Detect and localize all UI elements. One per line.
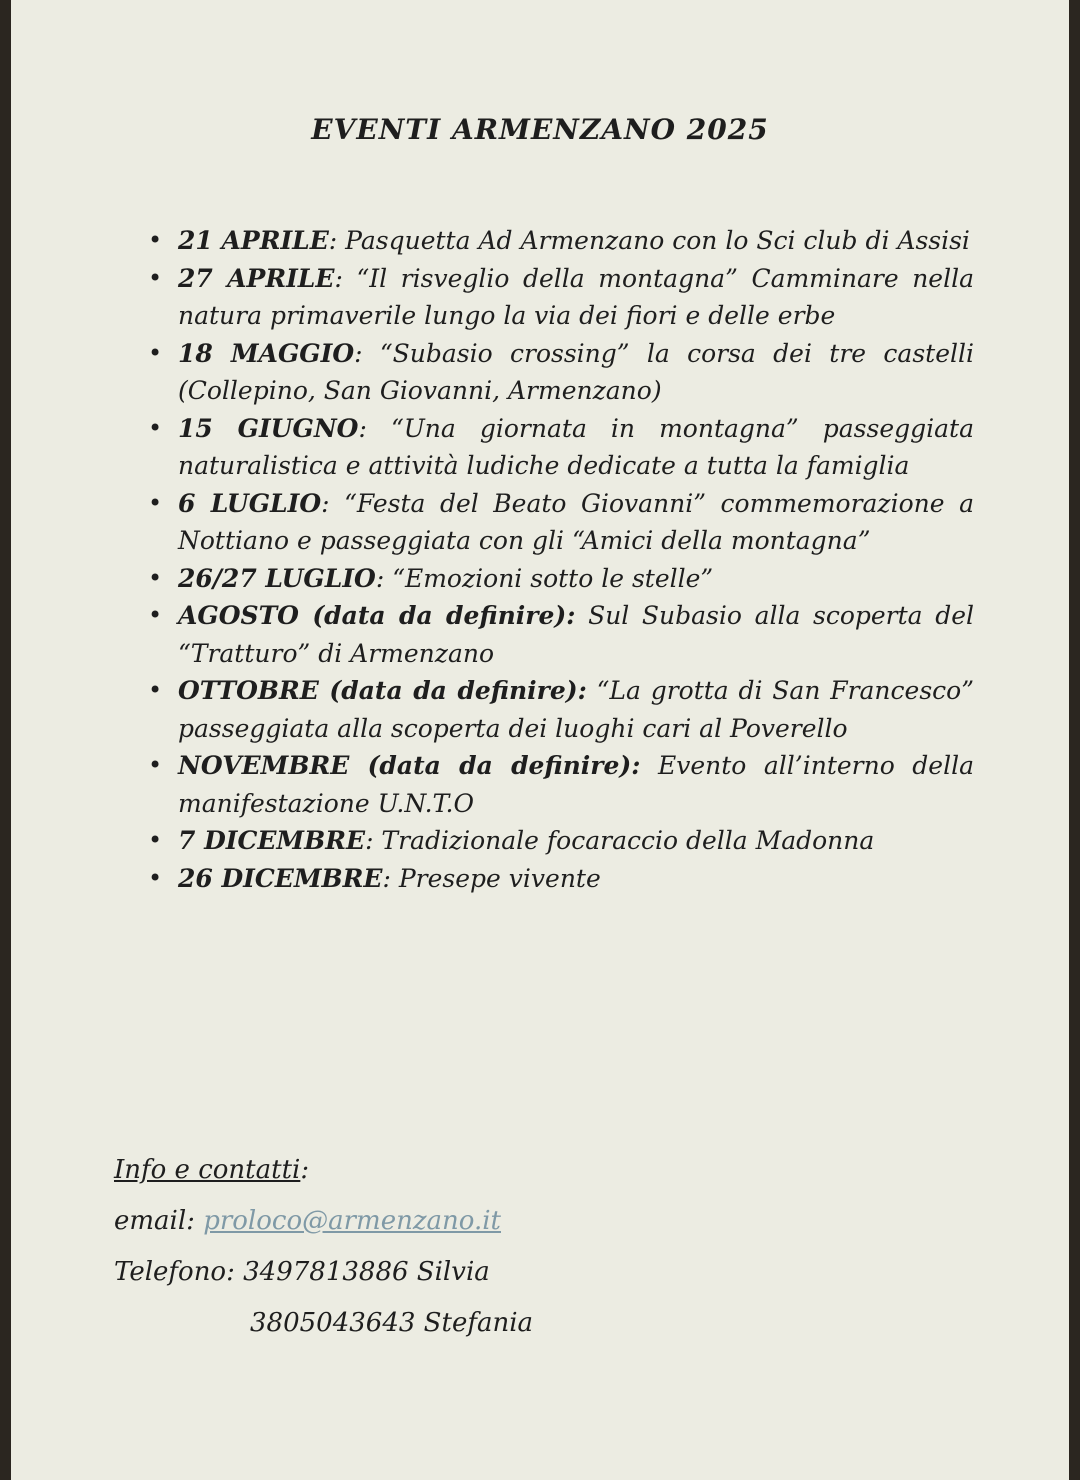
flyer-page bbox=[11, 0, 1069, 1480]
event-description: “La grotta di San Francesco” passeggiata alla scoperta dei luoghi cari al Poverello bbox=[178, 676, 974, 743]
contacts-heading-colon: : bbox=[300, 1155, 310, 1185]
phone-row bbox=[114, 1250, 533, 1301]
event-item bbox=[178, 260, 974, 335]
event-description: Evento all’interno della manifestazione U.N.T.O bbox=[178, 751, 974, 818]
event-description: : “Subasio crossing” la corsa dei tre castelli (Collepino, San Giovanni, Armenzano) bbox=[178, 338, 974, 405]
event-date: 26 DICEMBRE bbox=[178, 863, 383, 893]
event-description: : “Il risveglio della montagna” Camminare nella natura primaverile lungo la via dei fiori e delle erbe bbox=[178, 263, 975, 330]
contacts-heading: Info e contatti bbox=[114, 1155, 301, 1185]
email-link[interactable]: proloco@armenzano.it bbox=[203, 1206, 501, 1236]
page-title: EVENTI ARMENZANO 2025 bbox=[311, 113, 769, 146]
event-item bbox=[178, 747, 974, 822]
contacts-section bbox=[114, 1148, 533, 1352]
event-item bbox=[178, 860, 974, 898]
event-item bbox=[178, 822, 974, 860]
event-date: 26/27 LUGLIO bbox=[178, 563, 376, 593]
event-description: : “Una giornata in montagna” passeggiata naturalistica e attività ludiche dedicate a tutta la famiglia bbox=[178, 413, 974, 480]
event-date: 27 APRILE bbox=[178, 263, 335, 293]
event-date: 15 GIUGNO bbox=[178, 413, 359, 443]
phone-number-stefania: 3805043643 Stefania bbox=[250, 1308, 534, 1338]
event-description: : “Emozioni sotto le stelle” bbox=[375, 563, 714, 593]
contacts-heading-row bbox=[114, 1148, 533, 1199]
event-date: 7 DICEMBRE bbox=[178, 826, 366, 855]
email-row bbox=[114, 1199, 533, 1250]
event-date: OTTOBRE (data da definire): bbox=[178, 676, 587, 705]
event-item bbox=[178, 335, 974, 410]
event-item bbox=[178, 672, 974, 747]
event-date: 21 APRILE bbox=[178, 226, 329, 255]
event-description: : Presepe vivente bbox=[382, 863, 601, 893]
event-description: : “Festa del Beato Giovanni” commemorazione a Nottiano e passeggiata con gli “Amici della montagna” bbox=[178, 488, 974, 555]
email-label: email: bbox=[114, 1206, 204, 1236]
event-list bbox=[178, 222, 974, 897]
event-item bbox=[178, 410, 974, 485]
event-description: : Tradizionale focaraccio della Madonna bbox=[365, 826, 875, 855]
event-description: : Pasquetta Ad Armenzano con lo Sci club di Assisi bbox=[328, 226, 970, 255]
event-item bbox=[178, 485, 974, 560]
event-description: Sul Subasio alla scoperta del “Tratturo” di Armenzano bbox=[178, 601, 975, 668]
phone-row-2 bbox=[114, 1301, 533, 1352]
event-date: AGOSTO (data da definire): bbox=[178, 601, 576, 630]
event-date: 18 MAGGIO bbox=[178, 338, 355, 368]
event-item bbox=[178, 222, 974, 260]
event-item bbox=[178, 597, 974, 672]
event-date: 6 LUGLIO bbox=[178, 488, 322, 518]
event-date: NOVEMBRE (data da definire): bbox=[178, 751, 641, 780]
phone-label: Telefono: bbox=[114, 1257, 244, 1287]
phone-number-silvia: 3497813886 Silvia bbox=[243, 1257, 490, 1287]
event-item bbox=[178, 560, 974, 598]
